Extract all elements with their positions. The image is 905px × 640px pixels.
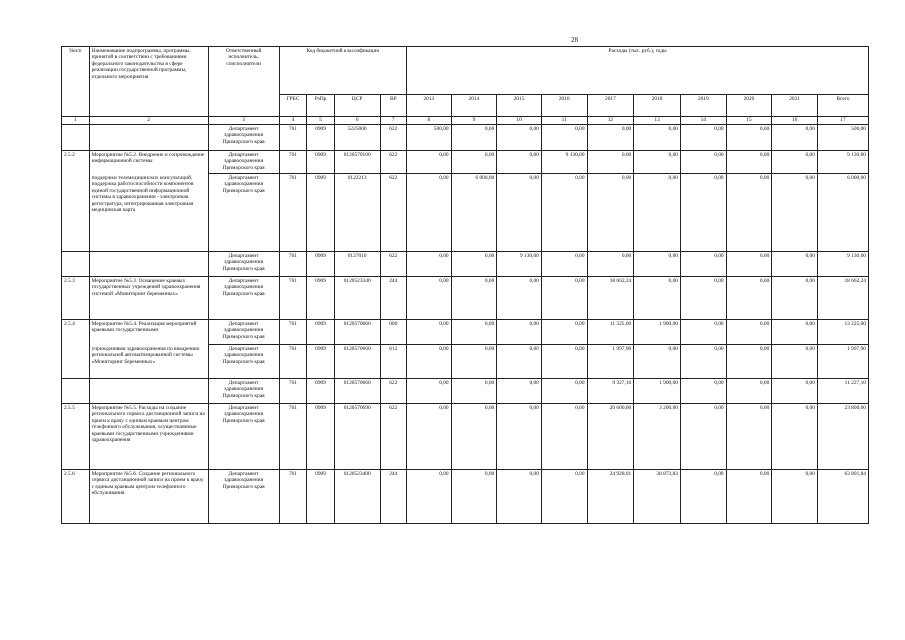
row-year-value-cell: 0,00: [772, 125, 818, 151]
row-year-value-cell: 0,00: [451, 252, 497, 277]
header-csr: ЦСР: [334, 95, 380, 117]
row-year-value-cell: 0,00: [772, 151, 818, 174]
row-rzpr-cell: 0909: [307, 174, 335, 252]
row-year-value-cell: 0,00: [451, 320, 497, 345]
row-vr-cell: 622: [380, 151, 407, 174]
row-year-value-cell: 0,00: [497, 379, 542, 404]
row-responsible-cell: Департамент здравоохранения Приморского края: [208, 252, 279, 277]
column-number: 17: [817, 117, 868, 125]
row-year-value-cell: 0,00: [680, 404, 726, 470]
row-rzpr-cell: 0909: [307, 379, 335, 404]
header-year-2016: 2016: [541, 95, 587, 117]
table-row: [62, 404, 869, 470]
column-number: 1: [62, 117, 90, 125]
row-responsible-cell: Департамент здравоохранения Приморского края: [208, 345, 279, 379]
row-total-cell: 23 800,00: [817, 404, 868, 470]
row-rzpr-cell: 0909: [307, 151, 335, 174]
row-total-cell: 63 801,84: [817, 470, 868, 524]
row-year-value-cell: 0,00: [451, 379, 497, 404]
row-year-value-cell: 0,00: [407, 252, 452, 277]
header-year-2013: 2013: [407, 95, 452, 117]
row-grbs-cell: 761: [279, 470, 307, 524]
row-year-value-cell: 0,00: [451, 345, 497, 379]
column-number: 6: [334, 117, 380, 125]
row-responsible-cell: Департамент здравоохранения Приморского края: [208, 174, 279, 252]
row-csr-cell: 0120523340: [334, 277, 380, 320]
row-csr-cell: 0120570660: [334, 320, 380, 345]
header-year-2021: 2021: [772, 95, 818, 117]
column-number: 2: [89, 117, 208, 125]
column-number: 13: [634, 117, 681, 125]
row-total-cell: 6 000,00: [817, 174, 868, 252]
table-row: [62, 174, 869, 252]
budget-table: [61, 46, 869, 524]
row-year-value-cell: 11 325,00: [587, 320, 634, 345]
row-name-cell: Мероприятие №5.2. Внедрение и сопровождение информационной системы: [89, 151, 208, 174]
header-year-2017: 2017: [587, 95, 634, 117]
row-responsible-cell: Департамент здравоохранения Приморского края: [208, 404, 279, 470]
row-year-value-cell: 0,00: [726, 125, 772, 151]
row-year-value-cell: 0,00: [497, 174, 542, 252]
row-year-value-cell: 9 130,00: [541, 151, 587, 174]
row-year-value-cell: 0,00: [680, 277, 726, 320]
row-year-value-cell: 0,00: [680, 151, 726, 174]
page-number: 28: [571, 36, 578, 44]
column-number: 11: [541, 117, 587, 125]
row-total-cell: 18 662,24: [817, 277, 868, 320]
row-year-value-cell: 0,00: [407, 470, 452, 524]
row-year-value-cell: 38 873,83: [634, 470, 681, 524]
row-year-value-cell: 500,00: [407, 125, 452, 151]
row-year-value-cell: 0,00: [772, 379, 818, 404]
row-name-cell: Мероприятие №5.6. Создание регионального сервиса дистанционной записи на прием к врачу с единым краевым центром телефонного обслуживания: [89, 470, 208, 524]
row-total-cell: 13 225,00: [817, 320, 868, 345]
table-row: [62, 379, 869, 404]
row-grbs-cell: 761: [279, 174, 307, 252]
row-year-value-cell: 0,00: [541, 252, 587, 277]
row-number-cell: [62, 345, 90, 379]
row-grbs-cell: 761: [279, 320, 307, 345]
row-year-value-cell: 0,00: [634, 125, 681, 151]
row-year-value-cell: 0,00: [407, 379, 452, 404]
row-year-value-cell: 0,00: [451, 404, 497, 470]
row-year-value-cell: 0,00: [772, 277, 818, 320]
row-year-value-cell: 0,00: [772, 320, 818, 345]
table-row: [62, 470, 869, 524]
row-year-value-cell: 0,00: [680, 470, 726, 524]
row-year-value-cell: 0,00: [726, 345, 772, 379]
row-csr-cell: 0120570690: [334, 404, 380, 470]
row-csr-cell: 0120570100: [334, 151, 380, 174]
column-number: 4: [279, 117, 307, 125]
row-grbs-cell: 761: [279, 252, 307, 277]
row-vr-cell: 622: [380, 125, 407, 151]
row-number-cell: [62, 174, 90, 252]
row-year-value-cell: 0,00: [634, 151, 681, 174]
row-year-value-cell: 0,00: [541, 277, 587, 320]
row-number-cell: [62, 379, 90, 404]
row-vr-cell: 622: [380, 379, 407, 404]
row-year-value-cell: 6 000,00: [451, 174, 497, 252]
header-year-2015: 2015: [497, 95, 542, 117]
row-name-cell: Мероприятие №5.3. Оснащение краевых государственных учреждений здравоохранения системой «Мониторинг беременных»: [89, 277, 208, 320]
row-year-value-cell: 0,00: [541, 345, 587, 379]
row-year-value-cell: 0,00: [407, 174, 452, 252]
row-year-value-cell: 0,00: [407, 151, 452, 174]
row-year-value-cell: 0,00: [497, 151, 542, 174]
row-name-cell: Мероприятие №5.4. Реализация мероприятий краевыми государственными: [89, 320, 208, 345]
row-name-cell: [89, 125, 208, 151]
row-year-value-cell: 0,00: [772, 404, 818, 470]
row-vr-cell: 622: [380, 174, 407, 252]
row-rzpr-cell: 0909: [307, 320, 335, 345]
row-year-value-cell: 0,00: [451, 470, 497, 524]
row-csr-cell: 0127010: [334, 252, 380, 277]
row-csr-cell: 0120523400: [334, 470, 380, 524]
row-year-value-cell: 0,00: [451, 277, 497, 320]
row-vr-cell: 000: [380, 320, 407, 345]
row-year-value-cell: 0,00: [497, 404, 542, 470]
row-csr-cell: 0120570660: [334, 379, 380, 404]
row-total-cell: 500,00: [817, 125, 868, 151]
row-total-cell: 9 130,00: [817, 252, 868, 277]
row-rzpr-cell: 0909: [307, 252, 335, 277]
column-number: 14: [680, 117, 726, 125]
header-name: Наименование подпрограммы, программы, принятой в соответствии с требованиями федерального законодательства в сфере реализации государственной программы, отдельного мероприятия: [89, 47, 208, 117]
row-year-value-cell: 0,00: [541, 320, 587, 345]
table-row: [62, 125, 869, 151]
table-row: [62, 345, 869, 379]
table-row: [62, 151, 869, 174]
row-rzpr-cell: 0909: [307, 277, 335, 320]
row-year-value-cell: 9 130,00: [497, 252, 542, 277]
row-year-value-cell: 0,00: [587, 252, 634, 277]
header-num: №п/п: [62, 47, 90, 117]
row-year-value-cell: 24 928,01: [587, 470, 634, 524]
column-number: 16: [772, 117, 818, 125]
column-number: 10: [497, 117, 542, 125]
column-number: 5: [307, 117, 335, 125]
row-rzpr-cell: 0909: [307, 125, 335, 151]
row-year-value-cell: 1 997,90: [587, 345, 634, 379]
header-vr: ВР: [380, 95, 407, 117]
row-year-value-cell: 0,00: [726, 151, 772, 174]
row-name-cell: [89, 252, 208, 277]
row-year-value-cell: 0,00: [407, 345, 452, 379]
row-year-value-cell: 0,00: [497, 320, 542, 345]
row-vr-cell: 622: [380, 404, 407, 470]
row-year-value-cell: 0,00: [726, 470, 772, 524]
row-year-value-cell: 0,00: [541, 125, 587, 151]
row-grbs-cell: 761: [279, 277, 307, 320]
row-year-value-cell: 0,00: [541, 174, 587, 252]
row-year-value-cell: 0,00: [497, 345, 542, 379]
row-number-cell: 2.5.5: [62, 404, 90, 470]
row-year-value-cell: 0,00: [634, 252, 681, 277]
row-number-cell: 2.5.3: [62, 277, 90, 320]
row-rzpr-cell: 0909: [307, 470, 335, 524]
header-expenses: Расходы (тыс. руб.), годы: [407, 47, 869, 95]
row-number-cell: [62, 125, 90, 151]
header-year-2014: 2014: [451, 95, 497, 117]
row-year-value-cell: 0,00: [587, 151, 634, 174]
row-rzpr-cell: 0909: [307, 345, 335, 379]
header-year-2018: 2018: [634, 95, 681, 117]
row-grbs-cell: 761: [279, 379, 307, 404]
row-vr-cell: 622: [380, 252, 407, 277]
row-grbs-cell: 761: [279, 151, 307, 174]
row-year-value-cell: 0,00: [451, 151, 497, 174]
row-year-value-cell: 0,00: [407, 404, 452, 470]
row-year-value-cell: 0,00: [726, 379, 772, 404]
column-number: 7: [380, 117, 407, 125]
table-body: [62, 117, 869, 524]
row-rzpr-cell: 0909: [307, 404, 335, 470]
row-year-value-cell: 9 327,10: [587, 379, 634, 404]
row-year-value-cell: 0,00: [541, 470, 587, 524]
row-year-value-cell: 0,00: [772, 345, 818, 379]
row-grbs-cell: 761: [279, 125, 307, 151]
row-total-cell: 11 227,10: [817, 379, 868, 404]
row-year-value-cell: 0,00: [726, 174, 772, 252]
table-row: [62, 252, 869, 277]
row-name-cell: поддержки телемедицинских консультаций, поддержка работоспособности компонентов единой государственной информационной системы в здравоохранении - электронная регистратура, интегрированная электронная медицинская карта: [89, 174, 208, 252]
row-year-value-cell: 0,00: [587, 174, 634, 252]
row-year-value-cell: 0,00: [634, 277, 681, 320]
row-year-value-cell: 0,00: [634, 345, 681, 379]
row-year-value-cell: 20 600,00: [587, 404, 634, 470]
row-year-value-cell: 0,00: [497, 470, 542, 524]
row-year-value-cell: 0,00: [772, 252, 818, 277]
row-year-value-cell: 0,00: [407, 277, 452, 320]
row-year-value-cell: 0,00: [726, 277, 772, 320]
row-year-value-cell: 18 662,24: [587, 277, 634, 320]
row-name-cell: [89, 379, 208, 404]
row-year-value-cell: 0,00: [497, 125, 542, 151]
row-total-cell: 9 130,00: [817, 151, 868, 174]
header-budget-code: Код бюджетной классификации: [279, 47, 406, 95]
header-total: Всего: [817, 95, 868, 117]
row-year-value-cell: 0,00: [680, 174, 726, 252]
row-total-cell: 1 997,90: [817, 345, 868, 379]
row-name-cell: Мероприятие №5.5. Расходы на создание регионального сервиса дистанционной записи на прием к врачу с единым краевым центром телефонного обслуживания, осуществляемые краевыми государственными учреждениями здравоохранения: [89, 404, 208, 470]
row-responsible-cell: Департамент здравоохранения Приморского края: [208, 151, 279, 174]
row-year-value-cell: 0,00: [497, 277, 542, 320]
row-year-value-cell: 0,00: [772, 174, 818, 252]
row-year-value-cell: 1 900,00: [634, 379, 681, 404]
row-year-value-cell: 1 900,00: [634, 320, 681, 345]
row-year-value-cell: 0,00: [587, 125, 634, 151]
column-number: 15: [726, 117, 772, 125]
column-number: 3: [208, 117, 279, 125]
column-number: 12: [587, 117, 634, 125]
header-rzpr: РзПр: [307, 95, 335, 117]
table-row: [62, 277, 869, 320]
row-responsible-cell: Департамент здравоохранения Приморского края: [208, 320, 279, 345]
table-row: [62, 320, 869, 345]
row-year-value-cell: 0,00: [726, 404, 772, 470]
row-responsible-cell: Департамент здравоохранения Приморского края: [208, 277, 279, 320]
row-grbs-cell: 761: [279, 404, 307, 470]
row-name-cell: учреждениями здравоохранения по внедрению региональной автоматизированной системы «Мониторинг беременных»: [89, 345, 208, 379]
row-year-value-cell: 0,00: [680, 320, 726, 345]
header-responsible: Ответственный исполнитель, соисполнители: [208, 47, 279, 117]
row-year-value-cell: 0,00: [680, 125, 726, 151]
row-number-cell: [62, 252, 90, 277]
row-year-value-cell: 0,00: [451, 125, 497, 151]
row-year-value-cell: 0,00: [541, 404, 587, 470]
row-number-cell: 2.5.2: [62, 151, 90, 174]
row-vr-cell: 612: [380, 345, 407, 379]
row-csr-cell: 0122213: [334, 174, 380, 252]
row-year-value-cell: 0,00: [680, 345, 726, 379]
row-responsible-cell: Департамент здравоохранения Приморского края: [208, 379, 279, 404]
row-year-value-cell: 0,00: [407, 320, 452, 345]
row-year-value-cell: 0,00: [680, 252, 726, 277]
row-year-value-cell: 0,00: [541, 379, 587, 404]
column-number-row: [62, 117, 869, 125]
header-year-2019: 2019: [680, 95, 726, 117]
header-grbs: ГРБС: [279, 95, 307, 117]
row-vr-cell: 244: [380, 470, 407, 524]
row-year-value-cell: 0,00: [634, 174, 681, 252]
row-year-value-cell: 0,00: [726, 320, 772, 345]
row-number-cell: 2.5.4: [62, 320, 90, 345]
row-vr-cell: 244: [380, 277, 407, 320]
row-year-value-cell: 0,00: [680, 379, 726, 404]
row-year-value-cell: 3 200,00: [634, 404, 681, 470]
row-number-cell: 2.5.6: [62, 470, 90, 524]
column-number: 8: [407, 117, 452, 125]
row-responsible-cell: Департамент здравоохранения Приморского края: [208, 470, 279, 524]
row-year-value-cell: 0,00: [772, 470, 818, 524]
row-csr-cell: 0120570660: [334, 345, 380, 379]
row-grbs-cell: 761: [279, 345, 307, 379]
row-year-value-cell: 0,00: [726, 252, 772, 277]
column-number: 9: [451, 117, 497, 125]
row-responsible-cell: Департамент здравоохранения Приморского края: [208, 125, 279, 151]
row-csr-cell: 5225000: [334, 125, 380, 151]
header-year-2020: 2020: [726, 95, 772, 117]
